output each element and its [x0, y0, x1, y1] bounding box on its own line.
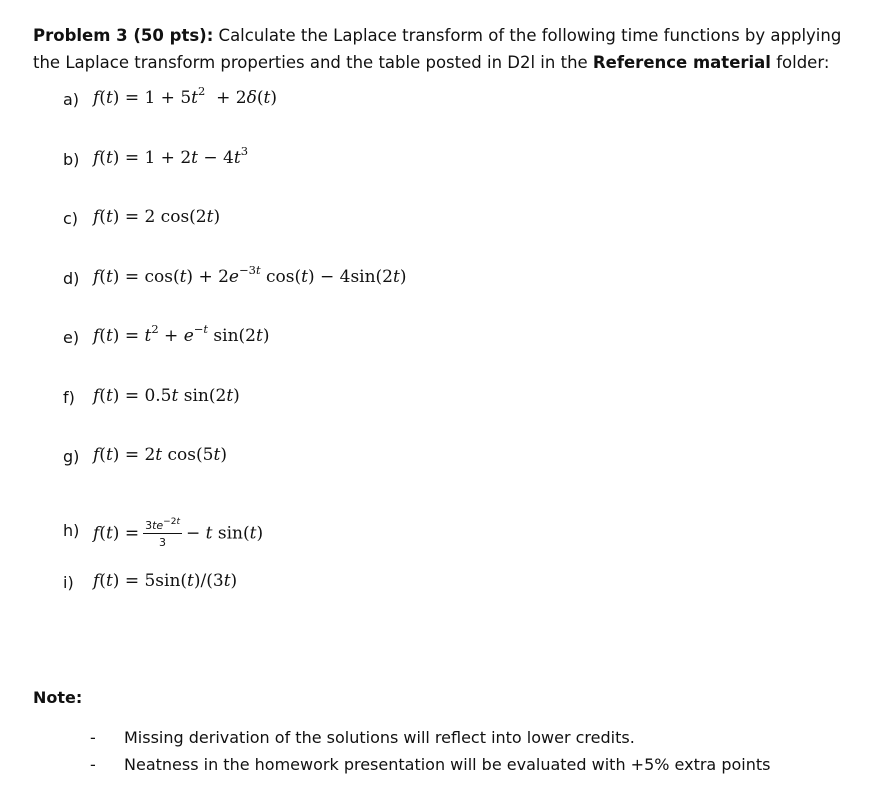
problem-statement: [33, 22, 863, 76]
item-label: f): [63, 387, 75, 407]
item-label: a): [63, 90, 80, 109]
problem-text-1: Calculate the Laplace transform of the following time functions by applying the Laplace transform properties and the table posted in D2l in the: [33, 26, 842, 72]
note-bullets: [90, 724, 770, 778]
item-label: d): [63, 268, 80, 288]
formula-d: $f(t) = \cos(t) + 2e^{-3t}$ cos(t) − 4sin(2t): [93, 262, 407, 287]
bullet-dash: -: [90, 728, 96, 747]
formula-g: f(t) = 2t cos(5t): [93, 445, 227, 465]
item-b: [63, 143, 843, 208]
item-label: e): [63, 328, 80, 347]
item-d: [63, 262, 843, 327]
formula-b: $f(t) = 1 + 2t - 4t^3$: [93, 143, 249, 168]
item-label: g): [63, 447, 80, 466]
item-label: c): [63, 209, 79, 228]
reference-material-bold: Reference material: [592, 53, 771, 72]
note-bullet: [90, 751, 770, 778]
formula-i: f(t) = 5sin(t)/(3t): [93, 570, 238, 591]
formula-f: f(t) = 0.5t sin(2t): [93, 385, 240, 406]
function-list: [63, 84, 843, 630]
problem-text-2: folder:: [770, 53, 830, 72]
fraction: $\frac{3te^{-2t}}{3}$: [145, 516, 180, 549]
note-bullet-text: Neatness in the homework presentation will be evaluated with +5% extra points: [124, 755, 771, 774]
note-bullet: [90, 724, 770, 751]
formula-a: $f(t) = 1 + 5t^2 + 2\delta(t)$: [93, 84, 277, 108]
item-f: [63, 386, 843, 446]
item-g: [63, 445, 843, 505]
item-e: [63, 322, 843, 386]
formula-e: $f(t) = t^2 + e^{-t}$ sin(2t): [93, 322, 270, 346]
note-heading: Note:: [33, 688, 83, 707]
item-c: [63, 207, 843, 267]
item-i: [63, 571, 843, 631]
note-bullet-text: Missing derivation of the solutions will reflect into lower credits.: [124, 728, 635, 747]
formula-c: f(t) = 2 cos(2t): [93, 207, 221, 227]
item-label: h): [63, 520, 80, 540]
bullet-dash: -: [90, 755, 96, 774]
item-h: [63, 505, 843, 571]
problem-label: Problem 3 (50 pts):: [33, 26, 214, 45]
item-a: [63, 84, 843, 148]
item-label: b): [63, 149, 80, 169]
formula-h: f(t) = $\frac{3te^{-2t}}{3}$ − t sin(t): [93, 516, 264, 549]
item-label: i): [63, 572, 74, 592]
